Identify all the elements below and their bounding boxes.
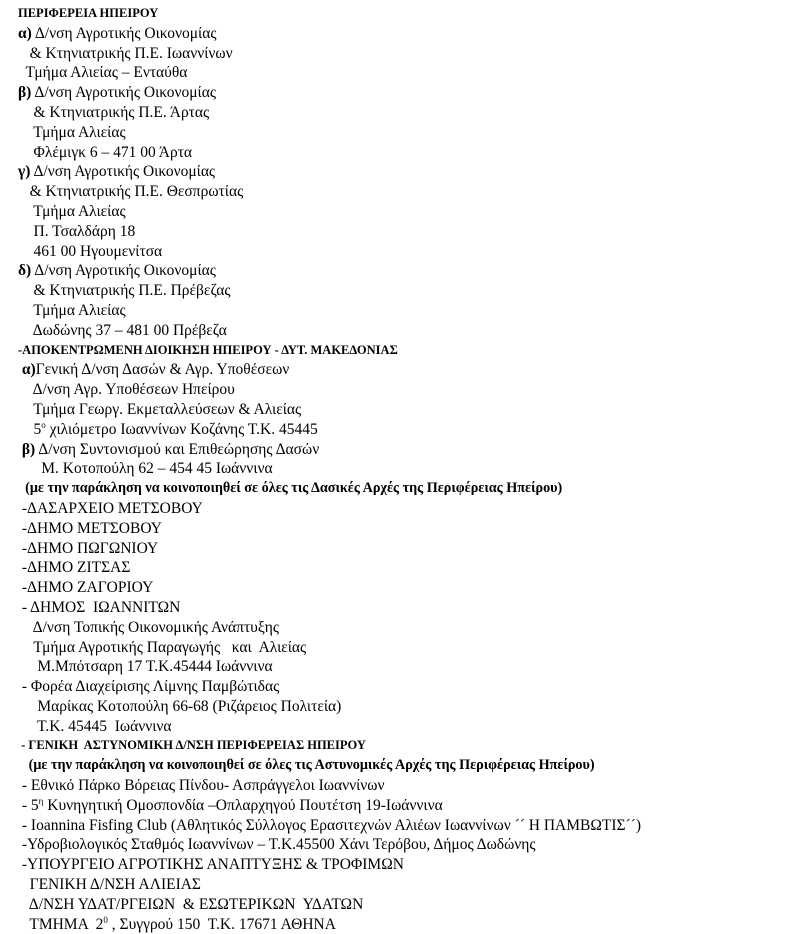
line-text: α) bbox=[18, 24, 32, 42]
line-text: Δ/νση Αγροτικής Οικονομίας bbox=[31, 262, 216, 280]
line-text: Τμήμα Αλιείας bbox=[18, 301, 126, 319]
document-line bbox=[18, 459, 788, 479]
line-text: Μ. Κοτοπούλη 62 – 454 45 Ιωάννινα bbox=[18, 460, 273, 478]
line-text: γ) bbox=[18, 163, 31, 181]
document-line bbox=[18, 776, 788, 796]
line-text: α) bbox=[18, 361, 36, 379]
line-text: - ΓΕΝΙΚΗ ΑΣΤΥΝΟΜΙΚΗ Δ/ΝΣΗ ΠΕΡΙΦΕΡΕΙΑΣ ΗΠΕΙΡΟΥ bbox=[18, 738, 366, 753]
line-text: Κυνηγητική Ομοσπονδία –Οπλαρχηγού Πουτέτση 19-Ιωάννινα bbox=[43, 796, 443, 814]
document-line bbox=[18, 796, 788, 816]
document-line bbox=[18, 44, 788, 64]
line-text: Δ/νση Συντονισμού και Επιθεώρησης Δασών bbox=[35, 440, 320, 458]
line-text: Δ/ΝΣΗ ΥΔΑΤ/ΡΓΕΙΩΝ & ΕΣΩΤΕΡΙΚΩΝ ΥΔΑΤΩΝ bbox=[18, 895, 364, 913]
document-line bbox=[18, 281, 788, 301]
document-line bbox=[18, 677, 788, 697]
line-text: Φλέμιγκ 6 – 471 00 Άρτα bbox=[18, 143, 193, 161]
document-line bbox=[18, 895, 788, 915]
document-line bbox=[18, 816, 788, 836]
line-text: Δ/νση Αγροτικής Οικονομίας bbox=[31, 84, 216, 102]
document-line bbox=[18, 558, 788, 578]
document-line bbox=[18, 321, 788, 341]
line-text: -ΥΠΟΥΡΓΕΙΟ ΑΓΡΟΤΙΚΗΣ ΑΝΑΠΤΥΞΗΣ & ΤΡΟΦΙΜΩΝ bbox=[18, 856, 404, 874]
line-text: & Κτηνιατρικής Π.Ε. Πρέβεζας bbox=[18, 282, 231, 300]
document-line bbox=[18, 143, 788, 163]
line-text: Μαρίκας Κοτοπούλη 66-68 (Ριζάρειος Πολιτεία) bbox=[18, 697, 342, 715]
line-text: 461 00 Ηγουμενίτσα bbox=[18, 242, 163, 260]
line-text: - Ioannina Fisfing Club (Αθλητικός Σύλλογος Ερασιτεχνών Αλιέων Ιωαννίνων ´´ Η ΠΑΜΒΩΤΙΣ´´) bbox=[18, 816, 642, 834]
line-text: -ΑΠΟΚΕΝΤΡΩΜΕΝΗ ΔΙΟΙΚΗΣΗ ΗΠΕΙΡΟΥ - ΔΥΤ. ΜΑΚΕΔΟΝΙΑΣ bbox=[18, 342, 398, 357]
document-line bbox=[18, 736, 788, 756]
line-text: Δ/νση Αγρ. Υποθέσεων Ηπείρου bbox=[18, 381, 235, 399]
line-text: Δ/νση Αγροτικής Οικονομίας bbox=[30, 163, 216, 181]
line-text: Γενική Δ/νση Δασών & Αγρ. Υποθέσεων bbox=[35, 361, 290, 379]
document-line bbox=[18, 875, 788, 895]
line-text: Τ.Κ. 45445 Ιωάννινα bbox=[18, 717, 172, 735]
document-line bbox=[18, 717, 788, 737]
line-text: -ΔΑΣΑΡΧΕΙΟ ΜΕΤΣΟΒΟΥ bbox=[18, 499, 203, 517]
document-line bbox=[18, 182, 788, 202]
line-text: 5 bbox=[18, 420, 42, 438]
line-text: Δ/νση Αγροτικής Οικονομίας bbox=[31, 24, 217, 42]
document-line bbox=[18, 598, 788, 618]
document-line bbox=[18, 756, 788, 776]
line-text: β) bbox=[18, 440, 36, 458]
document-line bbox=[18, 400, 788, 420]
line-text: Δωδώνης 37 – 481 00 Πρέβεζα bbox=[18, 321, 227, 339]
document-line bbox=[18, 83, 788, 103]
document-line bbox=[18, 420, 788, 440]
document-line bbox=[18, 618, 788, 638]
document-line bbox=[18, 24, 788, 44]
document-line bbox=[18, 539, 788, 559]
document-line bbox=[18, 835, 788, 855]
line-text: -ΔΗΜΟ ΜΕΤΣΟΒΟΥ bbox=[18, 519, 162, 537]
line-text: - 5 bbox=[18, 796, 39, 814]
line-text: -ΔΗΜΟ ΖΙΤΣΑΣ bbox=[18, 559, 131, 577]
document-line bbox=[18, 855, 788, 875]
line-text: (με την παράκληση να κοινοποιηθεί σε όλες τις Δασικές Αρχές της Περιφέρειας Ηπείρου) bbox=[18, 480, 563, 497]
document-line bbox=[18, 4, 788, 24]
document-line bbox=[18, 915, 788, 934]
line-text: β) bbox=[18, 84, 32, 102]
document-line bbox=[18, 519, 788, 539]
line-text: -ΔΗΜΟ ΖΑΓΟΡΙΟΥ bbox=[18, 579, 154, 597]
document-line bbox=[18, 578, 788, 598]
line-text: Τμήμα Αγροτικής Παραγωγής και Αλιείας bbox=[18, 638, 307, 656]
document-line bbox=[18, 162, 788, 182]
document-line bbox=[18, 697, 788, 717]
line-text: - Φορέα Διαχείρισης Λίμνης Παμβώτιδας bbox=[18, 678, 280, 696]
line-text: δ) bbox=[18, 262, 32, 280]
document-line bbox=[18, 657, 788, 677]
line-text: χιλιόμετρο Ιωαννίνων Κοζάνης Τ.Κ. 45445 bbox=[45, 420, 318, 438]
document-line bbox=[18, 63, 788, 83]
line-text: Π. Τσαλδάρη 18 bbox=[18, 222, 136, 240]
line-text: Τμήμα Αλιείας – Ενταύθα bbox=[18, 64, 188, 82]
recipients-list bbox=[18, 4, 788, 934]
superscript-text: 0 bbox=[103, 914, 108, 925]
document-line bbox=[18, 499, 788, 519]
document-line bbox=[18, 479, 788, 499]
line-text: - Εθνικό Πάρκο Βόρειας Πίνδου- Ασπράγγελοι Ιωαννίνων bbox=[18, 777, 385, 795]
line-text: -ΔΗΜΟ ΠΩΓΩΝΙΟΥ bbox=[18, 539, 159, 557]
line-text: & Κτηνιατρικής Π.Ε. Θεσπρωτίας bbox=[18, 183, 244, 201]
line-text: - ΔΗΜΟΣ ΙΩΑΝΝΙΤΩΝ bbox=[18, 598, 181, 616]
line-text: ΠΕΡΙΦΕΡΕΙΑ ΗΠΕΙΡΟΥ bbox=[18, 6, 159, 20]
document-line bbox=[18, 380, 788, 400]
line-text: Τμήμα Γεωργ. Εκμεταλλεύσεων & Αλιείας bbox=[18, 400, 302, 418]
line-text: & Κτηνιατρικής Π.Ε. Ιωαννίνων bbox=[18, 44, 233, 62]
document-line bbox=[18, 341, 788, 361]
line-text: Τμήμα Αλιείας bbox=[18, 123, 126, 141]
line-text: (με την παράκληση να κοινοποιηθεί σε όλες τις Αστυνομικές Αρχές της Περιφέρειας Ηπείρου) bbox=[18, 757, 595, 774]
line-text: & Κτηνιατρικής Π.Ε. Άρτας bbox=[18, 103, 210, 121]
line-text: Τμήμα Αλιείας bbox=[18, 202, 126, 220]
document-line bbox=[18, 222, 788, 242]
document-line bbox=[18, 360, 788, 380]
line-text: ΓΕΝΙΚΗ Δ/ΝΣΗ ΑΛΙΕΙΑΣ bbox=[18, 876, 201, 894]
line-text: , Συγγρού 150 Τ.Κ. 17671 ΑΘΗΝΑ bbox=[107, 915, 336, 933]
document-line bbox=[18, 242, 788, 262]
superscript-text: η bbox=[38, 795, 44, 806]
line-text: Μ.Μπότσαρη 17 Τ.Κ.45444 Ιωάννινα bbox=[18, 658, 273, 676]
document-line bbox=[18, 301, 788, 321]
superscript-text: ο bbox=[41, 419, 46, 430]
document-line bbox=[18, 261, 788, 281]
document-line bbox=[18, 440, 788, 460]
document-line bbox=[18, 103, 788, 123]
document-line bbox=[18, 123, 788, 143]
line-text: ΤΜΗΜΑ 2 bbox=[18, 915, 104, 933]
document-line bbox=[18, 202, 788, 222]
line-text: -Υδροβιολογικός Σταθμός Ιωαννίνων – Τ.Κ.45500 Χάνι Τερόβου, Δήμος Δωδώνης bbox=[18, 836, 536, 854]
document-line bbox=[18, 638, 788, 658]
line-text: Δ/νση Τοπικής Οικονομικής Ανάπτυξης bbox=[18, 618, 280, 636]
